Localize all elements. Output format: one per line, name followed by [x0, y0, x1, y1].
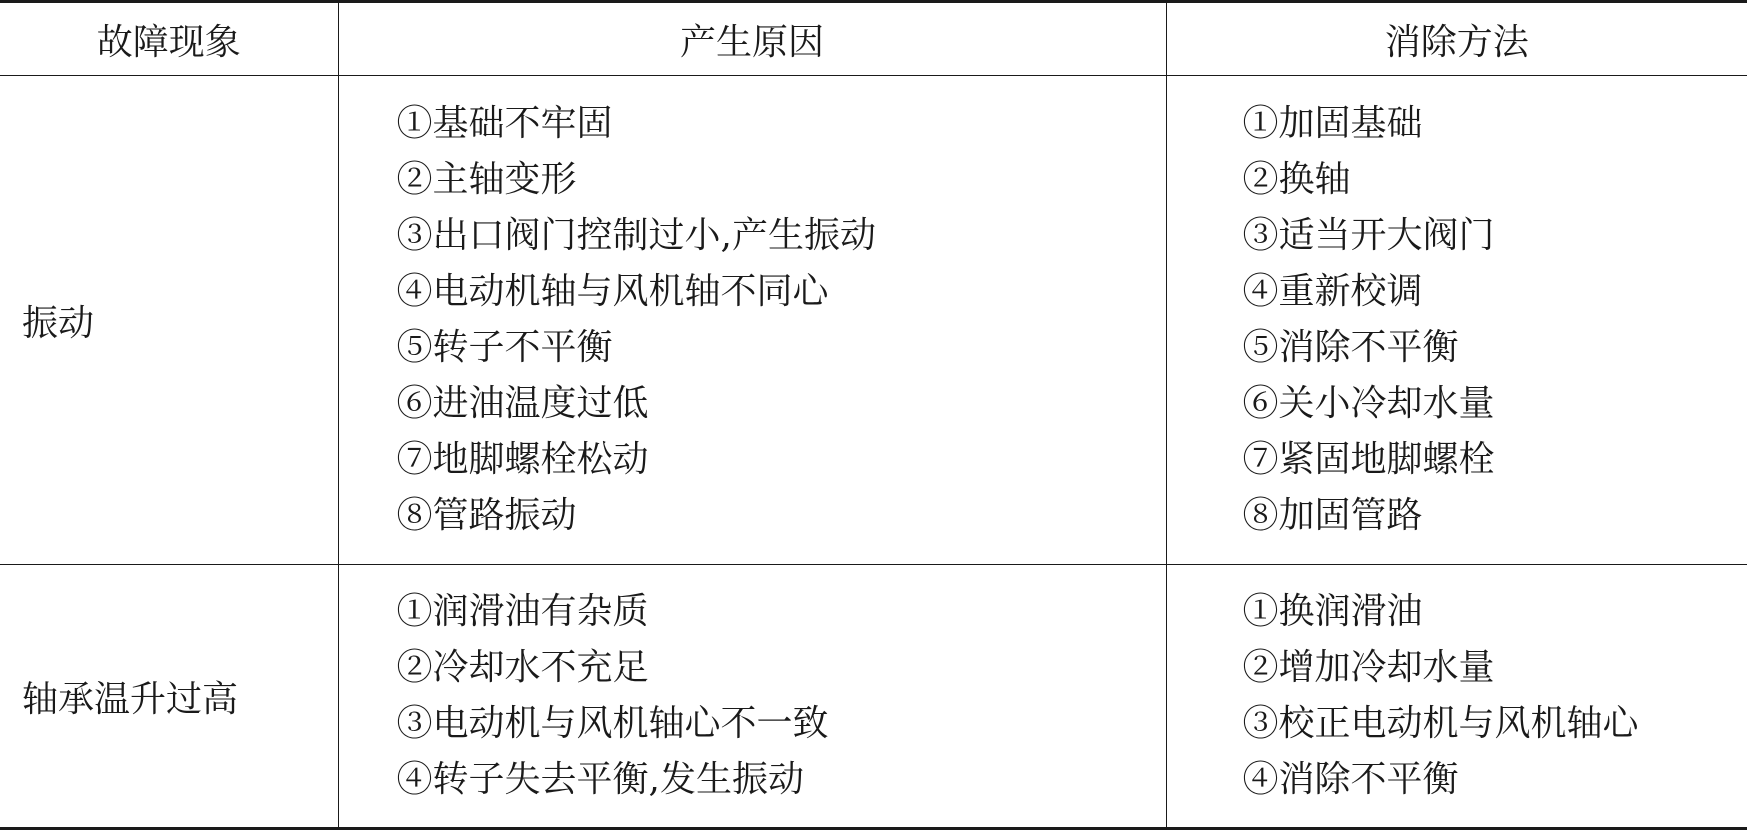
- cause-item: ③电动机与风机轴心不一致: [396, 703, 829, 744]
- header-phenomenon: 故障现象: [0, 2, 338, 76]
- cause-item: ③出口阀门控制过小,产生振动: [396, 215, 876, 256]
- remedy-item: ⑧加固管路: [1242, 495, 1423, 536]
- remedy-item: ⑤消除不平衡: [1242, 327, 1459, 368]
- cause-cell: [338, 76, 1166, 565]
- remedy-item: ③适当开大阀门: [1242, 215, 1495, 256]
- cause-item: ⑧管路振动: [396, 495, 577, 536]
- remedy-item: ②换轴: [1242, 159, 1351, 200]
- remedy-item: ①换润滑油: [1242, 591, 1423, 632]
- header-row: [0, 2, 1747, 76]
- cause-item: ⑥进油温度过低: [396, 383, 649, 424]
- phenomenon-cell: 轴承温升过高: [0, 565, 338, 829]
- cause-item: ②主轴变形: [396, 159, 577, 200]
- cause-list: [339, 584, 1166, 808]
- remedy-cell: [1166, 76, 1747, 565]
- table-row: [0, 565, 1747, 829]
- table-body: [0, 76, 1747, 829]
- table-header: [0, 2, 1747, 76]
- header-remedy: 消除方法: [1166, 2, 1747, 76]
- remedy-list: [1167, 96, 1747, 544]
- cause-cell: [338, 565, 1166, 829]
- remedy-item: ④消除不平衡: [1242, 759, 1459, 800]
- phenomenon-cell: 振动: [0, 76, 338, 565]
- cause-item: ①润滑油有杂质: [396, 591, 649, 632]
- remedy-item: ④重新校调: [1242, 271, 1423, 312]
- cause-item: ④电动机轴与风机轴不同心: [396, 271, 829, 312]
- remedy-item: ①加固基础: [1242, 103, 1423, 144]
- cause-item: ⑤转子不平衡: [396, 327, 613, 368]
- remedy-list: [1167, 584, 1747, 808]
- remedy-item: ②增加冷却水量: [1242, 647, 1495, 688]
- remedy-item: ⑥关小冷却水量: [1242, 383, 1495, 424]
- cause-item: ①基础不牢固: [396, 103, 613, 144]
- remedy-item: ③校正电动机与风机轴心: [1242, 703, 1639, 744]
- header-cause: 产生原因: [338, 2, 1166, 76]
- cause-item: ②冷却水不充足: [396, 647, 649, 688]
- table-row: [0, 76, 1747, 565]
- cause-list: [339, 96, 1166, 544]
- cause-item: ④转子失去平衡,发生振动: [396, 759, 804, 800]
- remedy-cell: [1166, 565, 1747, 829]
- cause-item: ⑦地脚螺栓松动: [396, 439, 649, 480]
- remedy-item: ⑦紧固地脚螺栓: [1242, 439, 1495, 480]
